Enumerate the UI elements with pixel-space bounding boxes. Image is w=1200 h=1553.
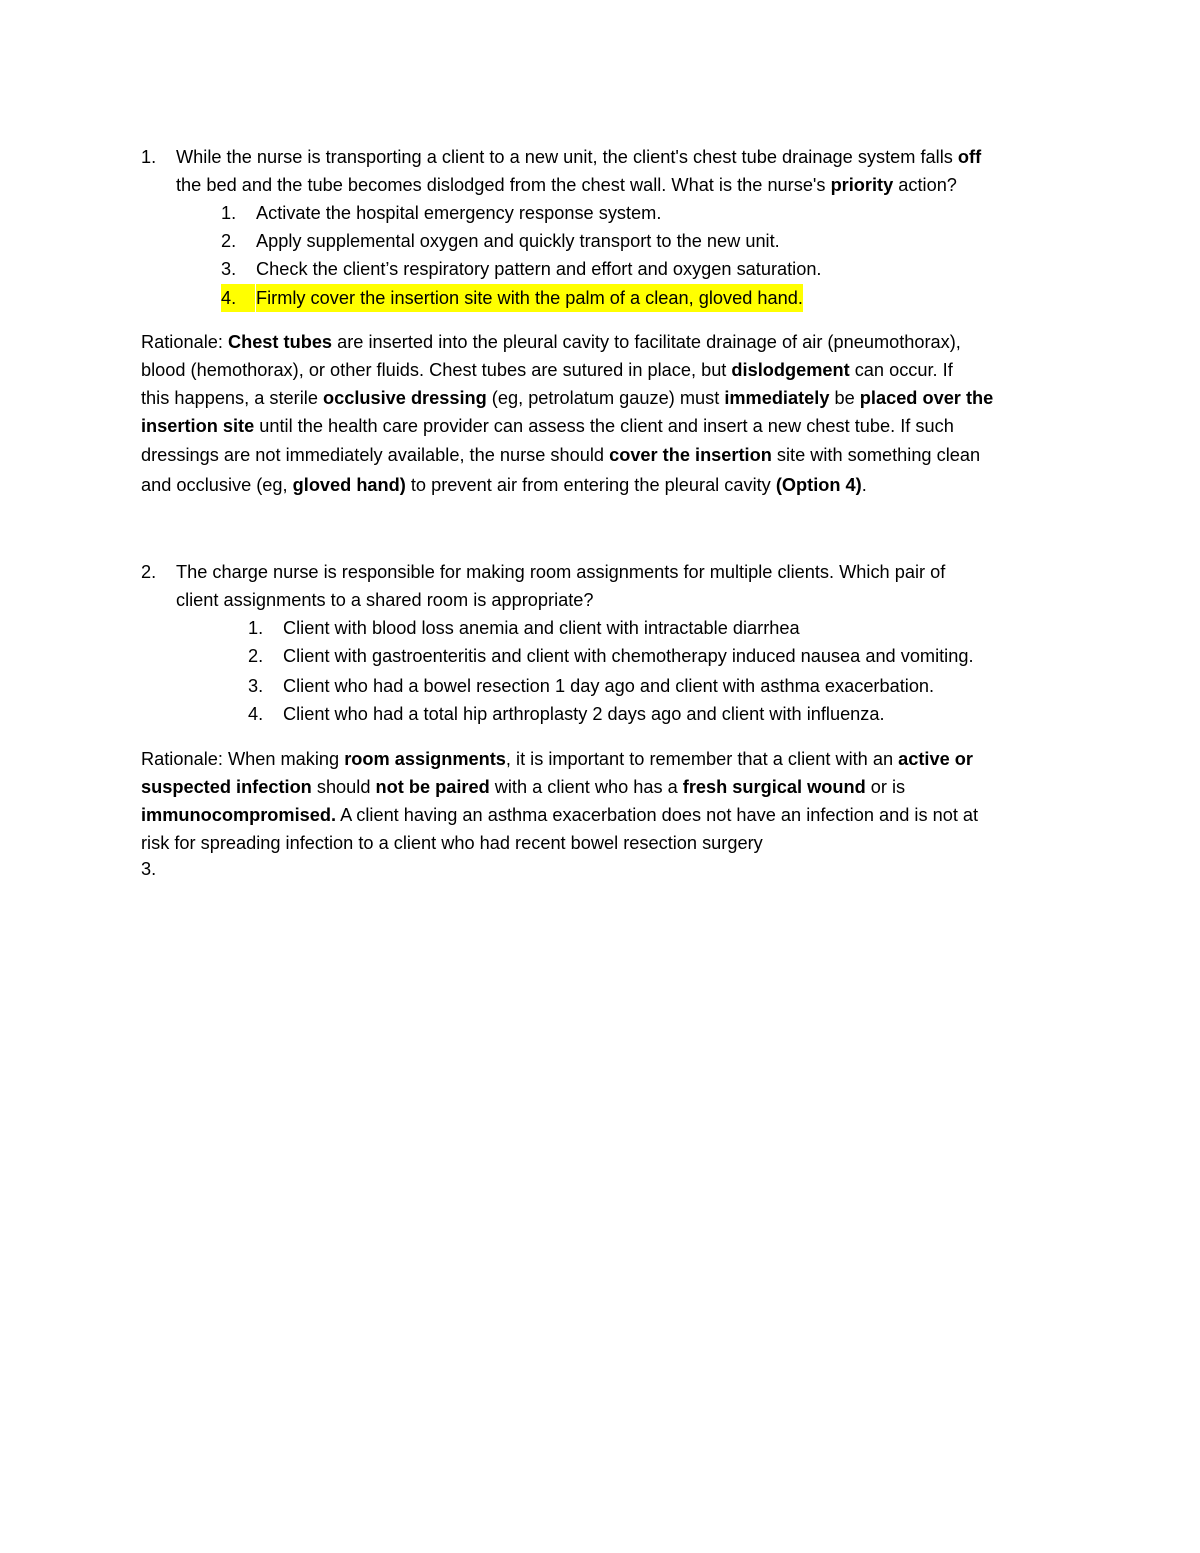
- q1-option-3-number: 3.: [221, 259, 237, 279]
- q2-rationale-line-2: suspected infection should not be paired with a client who has a fresh surgical wound or is: [141, 777, 906, 797]
- q1-rationale-line-6: and occlusive (eg, gloved hand) to prevent air from entering the pleural cavity (Option 4).: [141, 475, 867, 495]
- q2-option-1-number: 1.: [248, 618, 264, 638]
- q2-option-2: Client with gastroenteritis and client with chemotherapy induced nausea and vomiting.: [283, 646, 974, 666]
- q2-option-4-number: 4.: [248, 704, 264, 724]
- question-1-number: 1.: [141, 147, 157, 167]
- question-2-number: 2.: [141, 562, 157, 582]
- q2-option-3: Client who had a bowel resection 1 day ago and client with asthma exacerbation.: [283, 676, 935, 696]
- q1-option-1: Activate the hospital emergency response system.: [256, 203, 662, 223]
- q1-rationale-line-4: insertion site until the health care provider can assess the client and insert a new chest tube. If such: [141, 416, 954, 436]
- q2-option-3-number: 3.: [248, 676, 264, 696]
- q1-option-2-number: 2.: [221, 231, 237, 251]
- q1-rationale-line-3: this happens, a sterile occlusive dressing (eg, petrolatum gauze) must immediately be placed over the: [141, 388, 994, 408]
- question-2-stem-line-2: client assignments to a shared room is appropriate?: [176, 590, 594, 610]
- q1-rationale-line-1: Rationale: Chest tubes are inserted into the pleural cavity to facilitate drainage of air (pneumothorax),: [141, 332, 961, 352]
- q1-option-2: Apply supplemental oxygen and quickly transport to the new unit.: [256, 231, 780, 251]
- question-3-number: 3.: [141, 859, 157, 879]
- q2-option-1: Client with blood loss anemia and client with intractable diarrhea: [283, 618, 800, 638]
- q2-rationale-line-3: immunocompromised. A client having an asthma exacerbation does not have an infection and is not at: [141, 805, 979, 825]
- q2-rationale-line-4: risk for spreading infection to a client who had recent bowel resection surgery: [141, 833, 763, 853]
- q1-option-1-number: 1.: [221, 203, 237, 223]
- q1-rationale-line-2: blood (hemothorax), or other fluids. Chest tubes are sutured in place, but dislodgement can occur. If: [141, 360, 953, 380]
- question-2-stem-line-1: The charge nurse is responsible for making room assignments for multiple clients. Which pair of: [176, 562, 946, 582]
- q1-option-4-number-highlighted: 4.: [221, 284, 255, 312]
- question-1-stem-line-2: the bed and the tube becomes dislodged from the chest wall. What is the nurse's priority action?: [176, 175, 957, 195]
- question-1-stem-line-1: While the nurse is transporting a client to a new unit, the client's chest tube drainage system falls off: [176, 147, 982, 167]
- q2-rationale-line-1: Rationale: When making room assignments, it is important to remember that a client with an active or: [141, 749, 973, 769]
- q1-rationale-line-5: dressings are not immediately available, the nurse should cover the insertion site with something clean: [141, 445, 981, 465]
- q1-option-3: Check the client’s respiratory pattern and effort and oxygen saturation.: [256, 259, 822, 279]
- q1-option-4-highlighted-answer: Firmly cover the insertion site with the palm of a clean, gloved hand.: [256, 284, 803, 312]
- q2-option-2-number: 2.: [248, 646, 264, 666]
- q2-option-4: Client who had a total hip arthroplasty 2 days ago and client with influenza.: [283, 704, 885, 724]
